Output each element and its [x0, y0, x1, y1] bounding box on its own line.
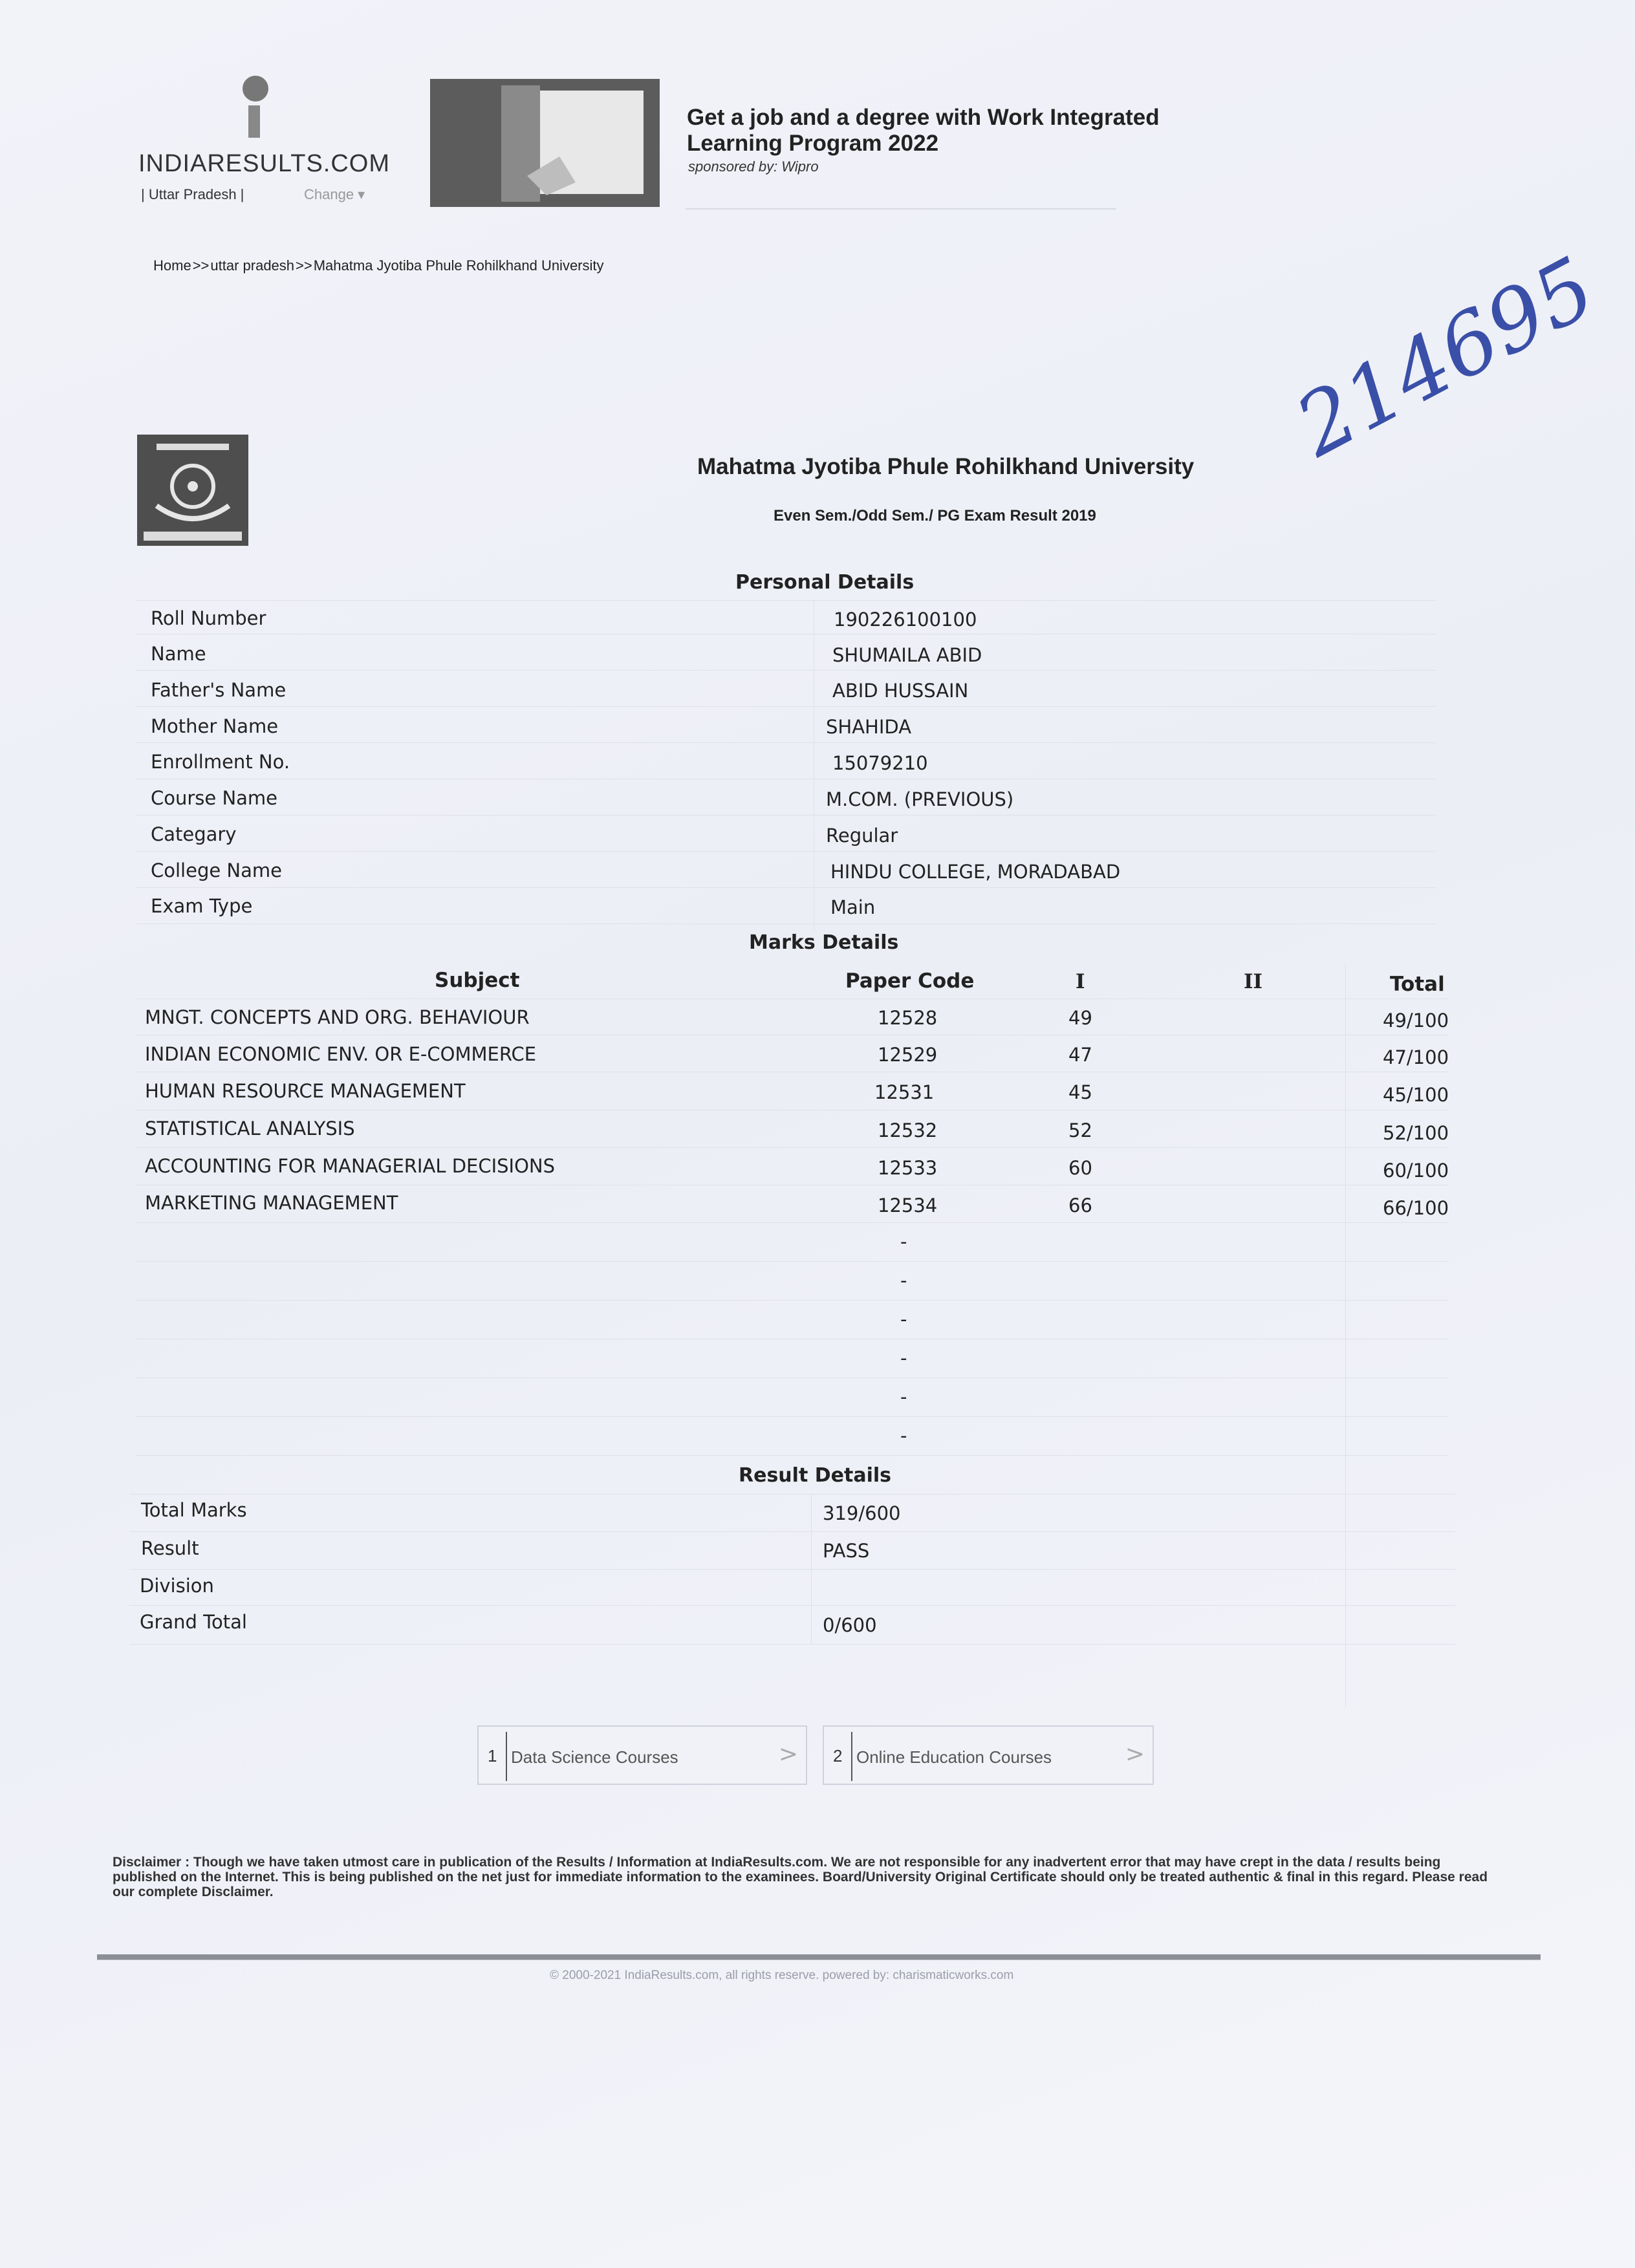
- paper-code-cell: 12532: [878, 1119, 938, 1141]
- row-divider: [136, 1222, 1449, 1223]
- row-divider: [129, 1644, 1455, 1645]
- breadcrumb-home[interactable]: Home: [153, 257, 191, 274]
- row-divider: [136, 670, 1436, 671]
- paper-code-cell: 12534: [878, 1194, 938, 1216]
- exam-title: Even Sem./Odd Sem./ PG Exam Result 2019: [774, 507, 1096, 524]
- row-divider: [136, 1147, 1449, 1148]
- ad-divider: [686, 208, 1116, 210]
- row-divider: [129, 1494, 1455, 1495]
- paper-code-cell: 12533: [878, 1157, 938, 1179]
- course-name-label: Course Name: [151, 787, 278, 809]
- mother-name-label: Mother Name: [151, 715, 279, 737]
- row-divider: [136, 1300, 1449, 1301]
- column-header-paper-code: Paper Code: [845, 969, 975, 993]
- total-cell: 66/100: [1383, 1197, 1449, 1219]
- row-divider: [136, 1377, 1449, 1378]
- column-header-total: Total: [1390, 973, 1445, 996]
- college-name-value: HINDU COLLEGE, MORADABAD: [830, 861, 1121, 883]
- subject-cell: INDIAN ECONOMIC ENV. OR E-COMMERCE: [145, 1043, 537, 1065]
- university-emblem-icon: [137, 435, 248, 546]
- enrollment-no-value: 15079210: [832, 752, 928, 774]
- handwritten-number-text: 214695: [1281, 238, 1610, 476]
- father-name-label: Father's Name: [151, 679, 287, 701]
- breadcrumb-state[interactable]: uttar pradesh: [210, 257, 295, 274]
- empty-cell: -: [900, 1308, 907, 1330]
- result-value: PASS: [823, 1540, 870, 1562]
- column-header-i: I: [1076, 970, 1085, 993]
- row-divider: [136, 1261, 1449, 1262]
- grand-total-value: 0/600: [823, 1614, 877, 1636]
- link-text: Online Education Courses: [856, 1747, 1052, 1767]
- state-label: | Uttar Pradesh |: [141, 186, 244, 202]
- university-name: Mahatma Jyotiba Phule Rohilkhand University: [697, 454, 1195, 479]
- chevron-right-icon: >: [1125, 1741, 1145, 1767]
- breadcrumb-separator: >>: [192, 257, 210, 274]
- row-divider: [136, 851, 1436, 852]
- breadcrumb-separator: >>: [296, 257, 312, 274]
- subject-cell: MNGT. CONCEPTS AND ORG. BEHAVIOUR: [145, 1006, 530, 1028]
- link-text: Data Science Courses: [511, 1747, 678, 1767]
- university-logo: [137, 435, 248, 546]
- link-divider: [851, 1732, 852, 1781]
- column-divider: [1345, 964, 1346, 1707]
- total-cell: 49/100: [1383, 1010, 1449, 1031]
- column-header-ii: II: [1244, 970, 1263, 993]
- site-logo-text[interactable]: INDIARESULTS.COM: [138, 150, 391, 177]
- copyright-text: © 2000-2021 IndiaResults.com, all rights reserve. powered by: charismaticworks.com: [550, 1969, 1014, 1982]
- category-value: Regular: [826, 825, 898, 847]
- row-divider: [136, 887, 1436, 888]
- paper-code-cell: 12528: [878, 1007, 938, 1029]
- exam-type-label: Exam Type: [151, 895, 253, 917]
- subject-cell: STATISTICAL ANALYSIS: [145, 1118, 355, 1139]
- mother-name-value: SHAHIDA: [826, 716, 912, 738]
- total-cell: 45/100: [1383, 1084, 1449, 1106]
- paper-code-cell: 12529: [878, 1044, 938, 1066]
- row-divider: [136, 600, 1436, 601]
- row-divider: [129, 1569, 1455, 1570]
- marks-i-cell: 47: [1068, 1044, 1092, 1066]
- total-cell: 52/100: [1383, 1122, 1449, 1144]
- site-logo-icon[interactable]: [239, 74, 272, 139]
- row-divider: [136, 1455, 1449, 1456]
- total-cell: 47/100: [1383, 1046, 1449, 1068]
- total-marks-label: Total Marks: [141, 1499, 247, 1521]
- empty-cell: -: [900, 1269, 907, 1291]
- name-label: Name: [151, 643, 206, 665]
- result-label: Result: [141, 1537, 199, 1559]
- paper-code-cell: 12531: [874, 1081, 935, 1103]
- empty-cell: -: [900, 1347, 907, 1369]
- link-divider: [506, 1732, 507, 1781]
- row-divider: [136, 742, 1436, 743]
- roll-number-label: Roll Number: [151, 607, 266, 629]
- division-label: Division: [140, 1575, 214, 1597]
- exam-type-value: Main: [830, 896, 876, 918]
- breadcrumb: [153, 257, 605, 274]
- empty-cell: -: [900, 1386, 907, 1408]
- marks-i-cell: 45: [1068, 1081, 1092, 1103]
- data-science-courses-link[interactable]: [477, 1725, 807, 1785]
- grand-total-label: Grand Total: [140, 1611, 247, 1633]
- course-name-value: M.COM. (PREVIOUS): [826, 788, 1014, 810]
- marks-i-cell: 49: [1068, 1007, 1092, 1029]
- ad-image[interactable]: [430, 79, 660, 207]
- marks-i-cell: 60: [1068, 1157, 1092, 1179]
- total-cell: 60/100: [1383, 1160, 1449, 1182]
- marks-i-cell: 52: [1068, 1119, 1092, 1141]
- ad-sponsor: sponsored by: Wipro: [688, 158, 819, 175]
- subject-cell: HUMAN RESOURCE MANAGEMENT: [145, 1080, 466, 1102]
- column-header-subject: Subject: [435, 969, 520, 992]
- row-divider: [136, 706, 1436, 707]
- link-number: 1: [488, 1746, 497, 1766]
- empty-cell: -: [900, 1425, 907, 1447]
- personal-details-heading: Personal Details: [735, 571, 915, 594]
- roll-number-value: 190226100100: [834, 609, 977, 631]
- row-divider: [136, 1416, 1449, 1417]
- handwritten-number: [1255, 238, 1610, 476]
- online-education-courses-link[interactable]: [823, 1725, 1154, 1785]
- ad-title[interactable]: Get a job and a degree with Work Integrated Learning Program 2022: [687, 105, 1160, 156]
- marks-details-heading: Marks Details: [749, 931, 899, 954]
- result-details-heading: Result Details: [739, 1464, 891, 1487]
- subject-cell: ACCOUNTING FOR MANAGERIAL DECISIONS: [145, 1155, 556, 1177]
- father-name-value: ABID HUSSAIN: [832, 680, 969, 702]
- category-label: Categary: [151, 823, 237, 845]
- chevron-right-icon: >: [778, 1741, 798, 1767]
- row-divider: [136, 923, 1436, 924]
- total-marks-value: 319/600: [823, 1502, 901, 1524]
- college-name-label: College Name: [151, 859, 282, 881]
- name-value: SHUMAILA ABID: [832, 644, 982, 666]
- row-divider: [129, 1605, 1455, 1606]
- change-state-link[interactable]: Change ▾: [304, 186, 365, 202]
- empty-cell: -: [900, 1231, 907, 1253]
- ad-laptop-icon: [430, 79, 660, 207]
- marks-i-cell: 66: [1068, 1194, 1092, 1216]
- footer-divider: [97, 1954, 1541, 1960]
- disclaimer-text: Disclaimer : Though we have taken utmost care in publication of the Results / Information at IndiaResults.com. We are not responsible for any inadvertent error that may have crept in the data / results being published on the Internet. This is being published on the net just for immediate information to the examinees. Board/University Original Certificate should only be treated authentic & final in this regard. Please read our complete Disclaimer.: [113, 1855, 1488, 1899]
- row-divider: [129, 1531, 1455, 1532]
- enrollment-no-label: Enrollment No.: [151, 751, 290, 773]
- breadcrumb-university[interactable]: Mahatma Jyotiba Phule Rohilkhand University: [313, 257, 604, 274]
- subject-cell: MARKETING MANAGEMENT: [145, 1192, 398, 1214]
- link-number: 2: [833, 1746, 843, 1766]
